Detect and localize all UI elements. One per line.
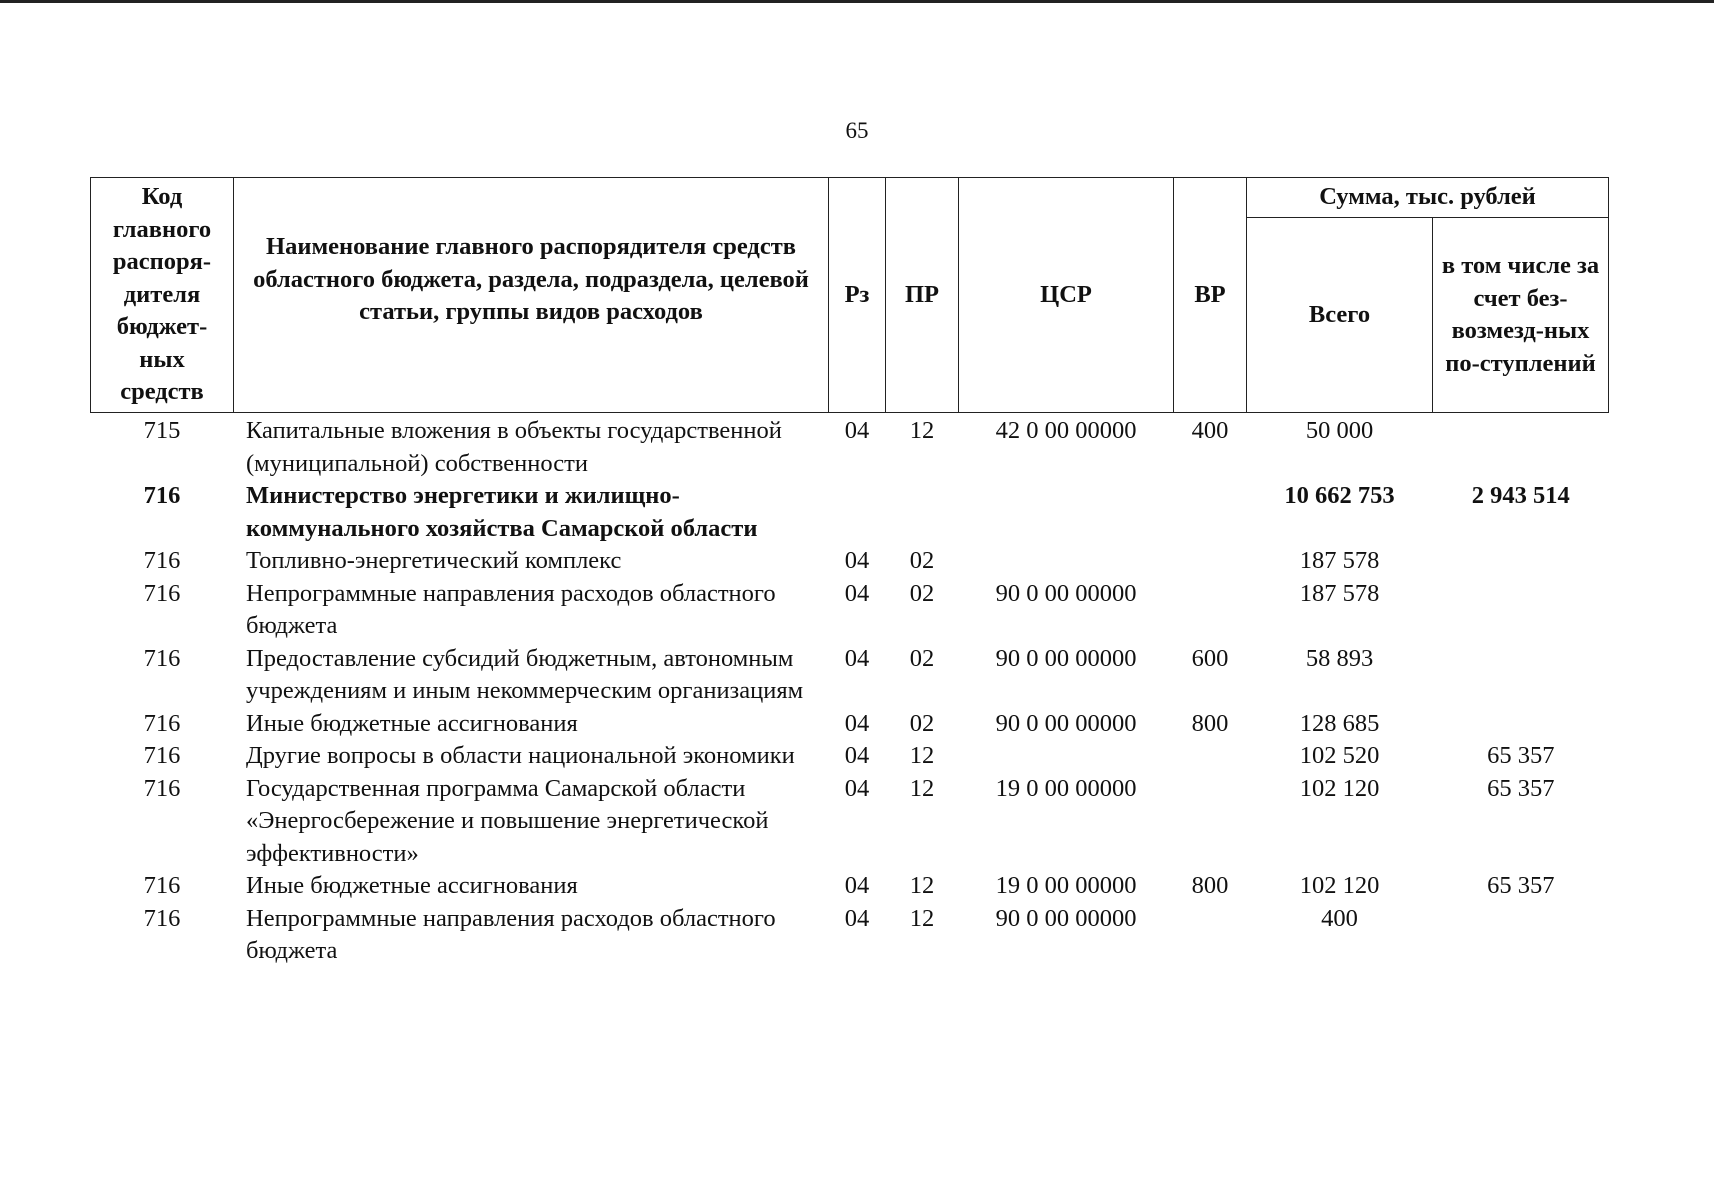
cell-code: 716 — [143, 709, 181, 737]
cell-free — [1433, 578, 1609, 643]
table-row — [91, 578, 1609, 643]
cell-csr: 19 0 00 00000 — [995, 872, 1137, 899]
cell-vr — [1174, 740, 1247, 773]
cell-free — [1433, 643, 1609, 708]
cell-total: 58 893 — [1305, 644, 1374, 672]
cell-vr — [1174, 578, 1247, 643]
cell-name: Капитальные вложения в объекты государственной (муниципальной) собственности — [246, 417, 782, 477]
table-body — [91, 413, 1609, 968]
cell-vr: 800 — [1191, 709, 1229, 737]
cell-csr: 42 0 00 00000 — [995, 417, 1137, 444]
budget-table — [90, 177, 1609, 968]
cell-rz: 04 — [844, 904, 870, 932]
table-row — [91, 643, 1609, 708]
page-number: 65 — [845, 118, 869, 143]
cell-total: 10 662 753 — [1284, 482, 1395, 509]
cell-name: Министерство энергетики и жилищно-коммунального хозяйства Самарской области — [246, 482, 758, 542]
header-total: Всего — [1247, 218, 1433, 413]
header-code: Код главного распоря-дителя бюджет-ных средств — [91, 178, 234, 413]
cell-pr: 12 — [909, 904, 935, 932]
cell-name: Непрограммные направления расходов областного бюджета — [246, 904, 776, 964]
cell-name: Другие вопросы в области национальной экономики — [246, 742, 795, 769]
cell-code: 716 — [143, 482, 181, 509]
table-row — [91, 708, 1609, 741]
header-sum: Сумма, тыс. рублей — [1247, 178, 1609, 218]
cell-total: 400 — [1321, 904, 1358, 932]
cell-total: 50 000 — [1305, 417, 1374, 444]
cell-name: Иные бюджетные ассигнования — [246, 872, 578, 899]
header-name: Наименование главного распорядителя средств областного бюджета, раздела, подраздела, целевой статьи, группы видов расходов — [234, 178, 829, 413]
cell-code: 716 — [143, 904, 181, 932]
cell-pr: 02 — [909, 644, 935, 672]
cell-free: 65 357 — [1487, 742, 1555, 769]
cell-total: 187 578 — [1299, 579, 1380, 607]
cell-name: Государственная программа Самарской области «Энергосбережение и повышение энергетической эффективности» — [246, 774, 769, 867]
cell-rz: 04 — [844, 644, 870, 672]
cell-pr: 02 — [909, 579, 935, 607]
cell-rz: 04 — [844, 709, 870, 737]
cell-vr: 600 — [1191, 644, 1229, 672]
cell-pr: 12 — [909, 872, 935, 899]
cell-code: 715 — [143, 417, 181, 444]
cell-vr — [1174, 545, 1247, 578]
cell-csr: 90 0 00 00000 — [995, 709, 1137, 737]
table-row — [91, 903, 1609, 968]
cell-free — [1433, 545, 1609, 578]
cell-pr: 12 — [909, 774, 935, 802]
table-row — [91, 413, 1609, 481]
cell-code: 716 — [143, 872, 181, 899]
cell-vr: 800 — [1191, 872, 1229, 899]
cell-free — [1433, 903, 1609, 968]
cell-pr: 12 — [909, 417, 935, 444]
cell-vr — [1174, 480, 1247, 545]
cell-pr: 12 — [909, 742, 935, 769]
cell-csr — [959, 740, 1174, 773]
header-rz: Рз — [829, 178, 886, 413]
cell-rz: 04 — [844, 417, 870, 444]
cell-total: 102 520 — [1299, 742, 1380, 769]
cell-csr: 90 0 00 00000 — [995, 904, 1137, 932]
table-row — [91, 545, 1609, 578]
scan-top-edge — [0, 0, 1714, 3]
cell-free — [1433, 708, 1609, 741]
cell-rz: 04 — [844, 579, 870, 607]
cell-vr: 400 — [1191, 417, 1229, 444]
cell-rz — [829, 480, 886, 545]
cell-rz: 04 — [844, 547, 870, 574]
cell-code: 716 — [143, 742, 181, 769]
cell-total: 128 685 — [1299, 709, 1380, 737]
cell-name: Иные бюджетные ассигнования — [246, 709, 578, 737]
cell-pr: 02 — [909, 547, 935, 574]
table-header — [91, 178, 1609, 413]
header-free: в том числе за счет без-возмезд-ных по-ступлений — [1433, 218, 1609, 413]
cell-free: 2 943 514 — [1471, 482, 1570, 509]
table-row — [91, 773, 1609, 871]
cell-rz: 04 — [844, 774, 870, 802]
cell-total: 187 578 — [1299, 547, 1380, 574]
cell-code: 716 — [143, 774, 181, 802]
table-row — [91, 870, 1609, 903]
cell-pr — [886, 480, 959, 545]
cell-free: 65 357 — [1487, 774, 1555, 802]
cell-csr — [959, 545, 1174, 578]
table-row — [91, 480, 1609, 545]
cell-rz: 04 — [844, 742, 870, 769]
cell-total: 102 120 — [1299, 872, 1380, 899]
cell-csr: 90 0 00 00000 — [995, 579, 1137, 607]
header-csr: ЦСР — [959, 178, 1174, 413]
cell-rz: 04 — [844, 872, 870, 899]
cell-csr — [959, 480, 1174, 545]
cell-pr: 02 — [909, 709, 935, 737]
cell-code: 716 — [143, 547, 181, 574]
cell-name: Предоставление субсидий бюджетным, автономным учреждениям и иным некоммерческим организациям — [246, 644, 804, 704]
cell-name: Топливно-энергетический комплекс — [246, 547, 622, 574]
cell-free — [1433, 413, 1609, 481]
cell-code: 716 — [143, 579, 181, 607]
cell-csr: 90 0 00 00000 — [995, 644, 1137, 672]
cell-code: 716 — [143, 644, 181, 672]
table-row — [91, 740, 1609, 773]
cell-free: 65 357 — [1487, 872, 1555, 899]
cell-name: Непрограммные направления расходов областного бюджета — [246, 579, 776, 639]
cell-vr — [1174, 773, 1247, 871]
header-vr: ВР — [1174, 178, 1247, 413]
header-pr: ПР — [886, 178, 959, 413]
cell-vr — [1174, 903, 1247, 968]
cell-total: 102 120 — [1299, 774, 1380, 802]
cell-csr: 19 0 00 00000 — [995, 774, 1137, 802]
